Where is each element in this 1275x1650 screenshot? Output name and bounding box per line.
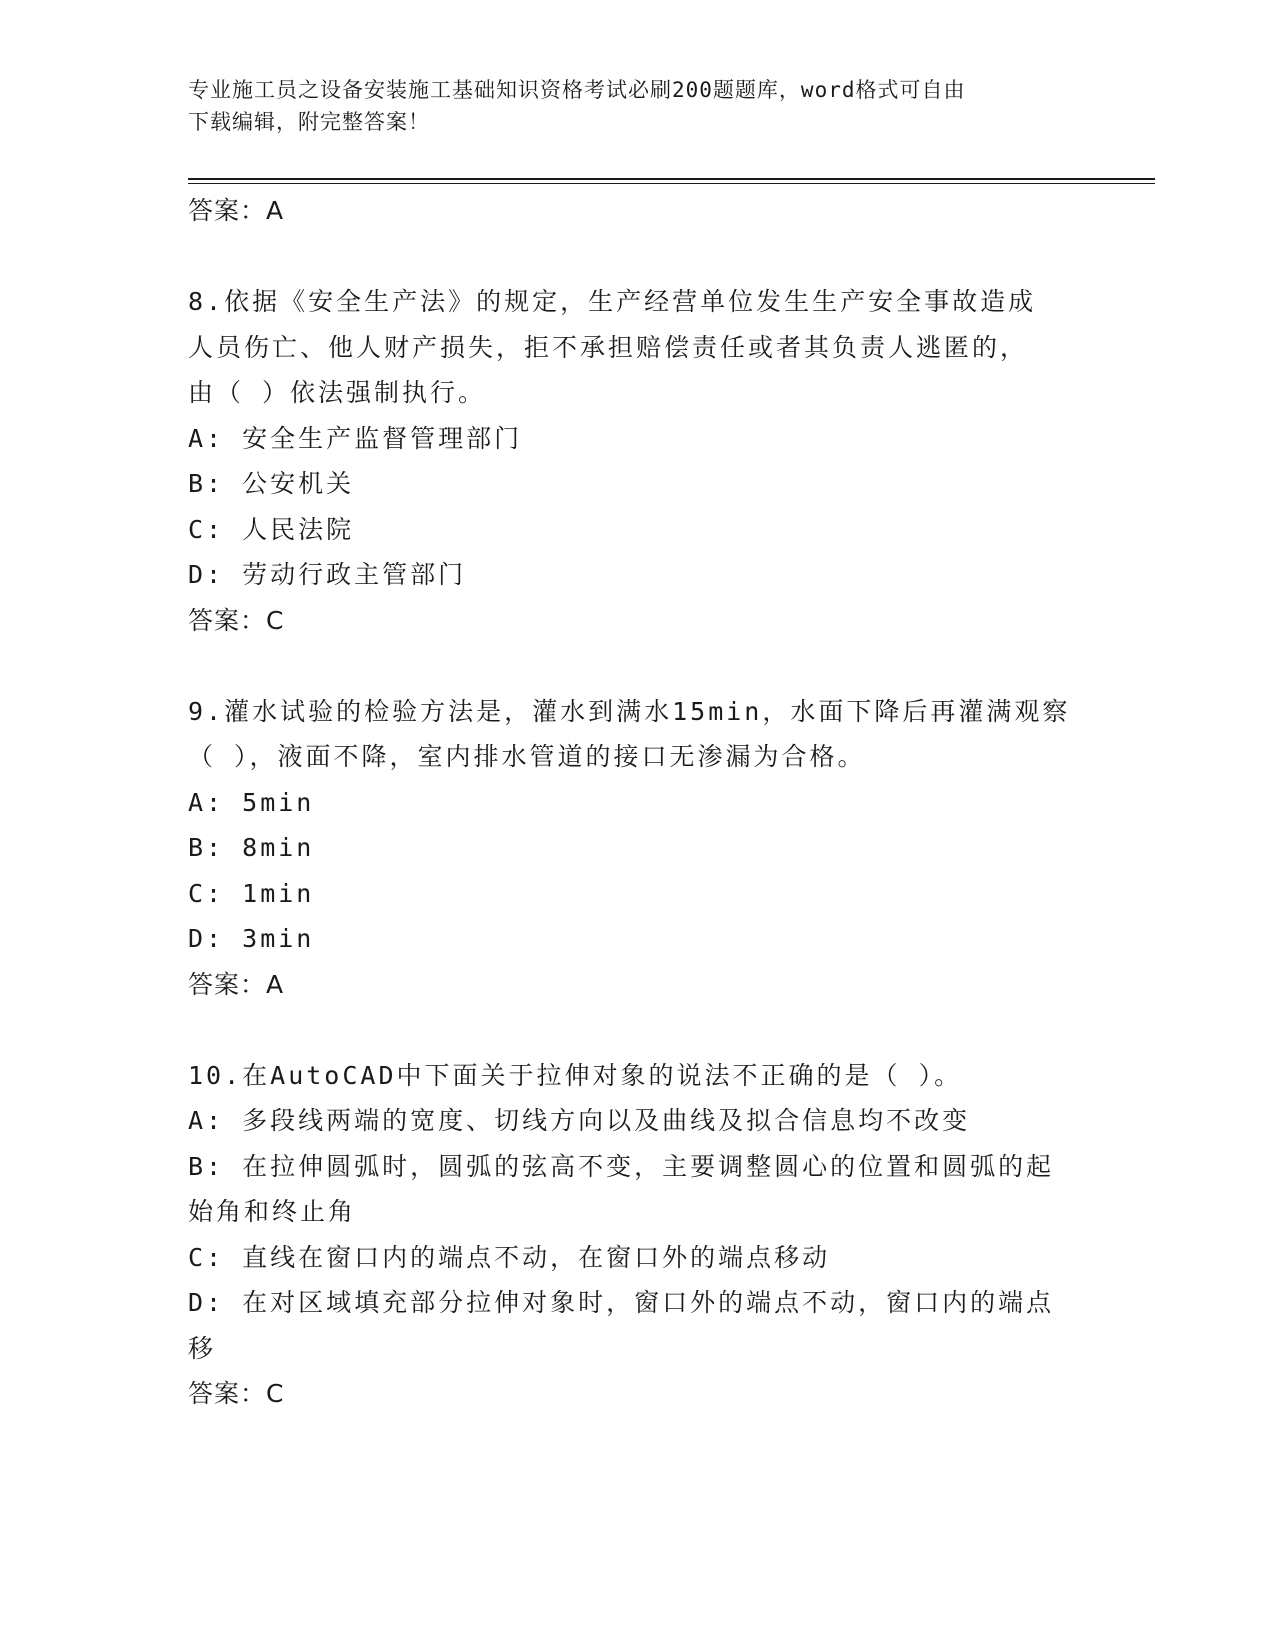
spacer — [188, 234, 1088, 280]
spacer — [188, 643, 1088, 689]
answer-label: 答案： — [188, 605, 267, 635]
document-body — [188, 188, 1088, 1417]
question-8 — [188, 279, 1088, 643]
option-d: D: 劳动行政主管部门 — [188, 560, 467, 589]
option-a: A: 安全生产监督管理部门 — [188, 423, 523, 453]
option-c: C: 直线在窗口内的端点不动，在窗口外的端点移动 — [188, 1242, 831, 1272]
answer — [188, 598, 1088, 644]
document-header — [188, 74, 1068, 138]
header-line-2: 下载编辑，附完整答案！ — [188, 110, 430, 134]
question-text: 人员伤亡、他人财产损失，拒不承担赔偿责任或者其负责人逃匿的， — [188, 332, 1029, 362]
question-9 — [188, 689, 1088, 1008]
option-b: B: 公安机关 — [188, 469, 355, 498]
spacer — [188, 1007, 1088, 1053]
question-text: （ ），液面不降，室内排水管道的接口无渗漏为合格。 — [188, 742, 866, 771]
answer-value: A — [266, 196, 285, 225]
answer-label: 答案： — [188, 969, 267, 999]
question-text: 由（ ）依法强制执行。 — [188, 378, 487, 407]
header-line-1: 专业施工员之设备安装施工基础知识资格考试必刷200题题库，word格式可自由 — [188, 78, 966, 102]
previous-answer — [188, 188, 1088, 234]
option-c: C: 1min — [188, 878, 315, 908]
question-text: 10.在AutoCAD中下面关于拉伸对象的说法不正确的是（ ）。 — [188, 1060, 963, 1090]
answer-value: C — [266, 1379, 285, 1408]
answer-label: 答案： — [188, 196, 267, 225]
header-rule-thick — [188, 178, 1155, 180]
question-10 — [188, 1053, 1088, 1417]
option-c: C: 人民法院 — [188, 514, 355, 544]
question-text: 8.依据《安全生产法》的规定，生产经营单位发生生产安全事故造成 — [188, 287, 1037, 316]
option-b: B: 8min — [188, 833, 315, 862]
header-rule-thin — [188, 183, 1155, 184]
option-a: A: 5min — [188, 787, 315, 817]
option-d: D: 在对区域填充部分拉伸对象时，窗口外的端点不动，窗口内的端点 — [188, 1288, 1055, 1317]
option-d: D: 3min — [188, 924, 315, 953]
option-a: A: 多段线两端的宽度、切线方向以及曲线及拟合信息均不改变 — [188, 1106, 971, 1135]
answer-value: C — [266, 605, 285, 635]
option-d-continued: 移 — [188, 1333, 217, 1363]
question-text: 9.灌水试验的检验方法是，灌水到满水15min，水面下降后再灌满观察 — [188, 696, 1071, 726]
answer-value: A — [266, 969, 285, 999]
option-b: B: 在拉伸圆弧时，圆弧的弦高不变，主要调整圆心的位置和圆弧的起 — [188, 1151, 1055, 1181]
answer — [188, 962, 1088, 1008]
answer — [188, 1371, 1088, 1417]
option-b-continued: 始角和终止角 — [188, 1197, 357, 1226]
answer-label: 答案： — [188, 1379, 267, 1408]
